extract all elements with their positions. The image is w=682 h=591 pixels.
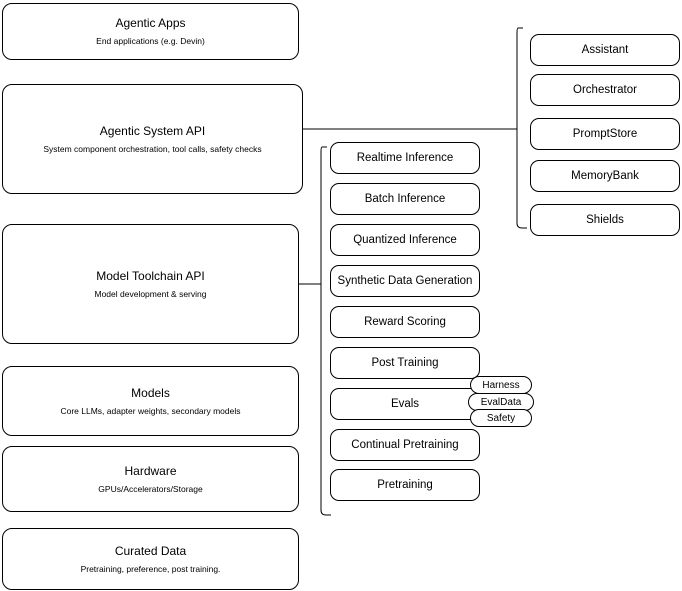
system-item-label: MemoryBank (571, 170, 639, 182)
stack-layer-hardware[interactable] (2, 446, 299, 512)
toolchain-item-label: Realtime Inference (356, 152, 454, 164)
toolchain-item-label: Reward Scoring (364, 316, 446, 328)
toolchain-item-continual-pretraining[interactable] (330, 429, 480, 461)
toolchain-item-synthetic-data-generation[interactable] (330, 265, 480, 297)
toolchain-item-pretraining[interactable] (330, 469, 480, 501)
layer-subtitle: Pretraining, preference, post training. (80, 563, 221, 574)
layer-title: Hardware (124, 463, 177, 478)
toolchain-item-label: Quantized Inference (353, 234, 457, 246)
toolchain-item-reward-scoring[interactable] (330, 306, 480, 338)
toolchain-item-quantized-inference[interactable] (330, 224, 480, 256)
system-item-label: Orchestrator (573, 84, 637, 96)
system-item-promptstore[interactable] (530, 118, 680, 150)
eval-pill-label: Safety (486, 412, 516, 424)
toolchain-item-label: Batch Inference (364, 193, 446, 205)
layer-subtitle: Core LLMs, adapter weights, secondary models (60, 405, 241, 416)
toolchain-item-label: Evals (390, 398, 420, 410)
system-item-assistant[interactable] (530, 34, 680, 66)
toolchain-item-batch-inference[interactable] (330, 183, 480, 215)
system-item-memorybank[interactable] (530, 160, 680, 192)
layer-subtitle: System component orchestration, tool calls, safety checks (43, 143, 262, 154)
system-item-label: Shields (586, 214, 624, 226)
eval-pill-safety[interactable] (470, 409, 532, 427)
layer-title: Curated Data (114, 543, 187, 558)
system-item-label: Assistant (581, 44, 629, 56)
toolchain-item-label: Synthetic Data Generation (337, 275, 473, 287)
stack-layer-curated-data[interactable] (2, 528, 299, 590)
stack-layer-models[interactable] (2, 366, 299, 436)
eval-pill-harness[interactable] (470, 376, 532, 394)
toolchain-item-label: Post Training (371, 357, 439, 369)
stack-layer-agentic-apps[interactable] (2, 3, 299, 60)
layer-subtitle: Model development & serving (94, 288, 207, 299)
eval-pill-label: EvalData (480, 396, 522, 408)
layer-title: Agentic Apps (115, 16, 186, 30)
layer-title: Models (131, 385, 170, 400)
system-item-label: PromptStore (572, 128, 638, 140)
layer-subtitle: GPUs/Accelerators/Storage (98, 483, 203, 494)
stack-layer-agentic-system-api[interactable] (2, 84, 303, 194)
layer-subtitle: End applications (e.g. Devin) (96, 36, 205, 46)
layer-title: Agentic System API (99, 123, 206, 138)
eval-pill-label: Harness (482, 379, 520, 391)
stack-layer-model-toolchain-api[interactable] (2, 224, 299, 344)
system-item-orchestrator[interactable] (530, 74, 680, 106)
toolchain-item-label: Continual Pretraining (351, 439, 459, 451)
toolchain-item-evals[interactable] (330, 388, 480, 420)
system-item-shields[interactable] (530, 204, 680, 236)
toolchain-item-label: Pretraining (377, 479, 433, 491)
layer-title: Model Toolchain API (96, 268, 205, 283)
toolchain-item-realtime-inference[interactable] (330, 142, 480, 174)
toolchain-item-post-training[interactable] (330, 347, 480, 379)
